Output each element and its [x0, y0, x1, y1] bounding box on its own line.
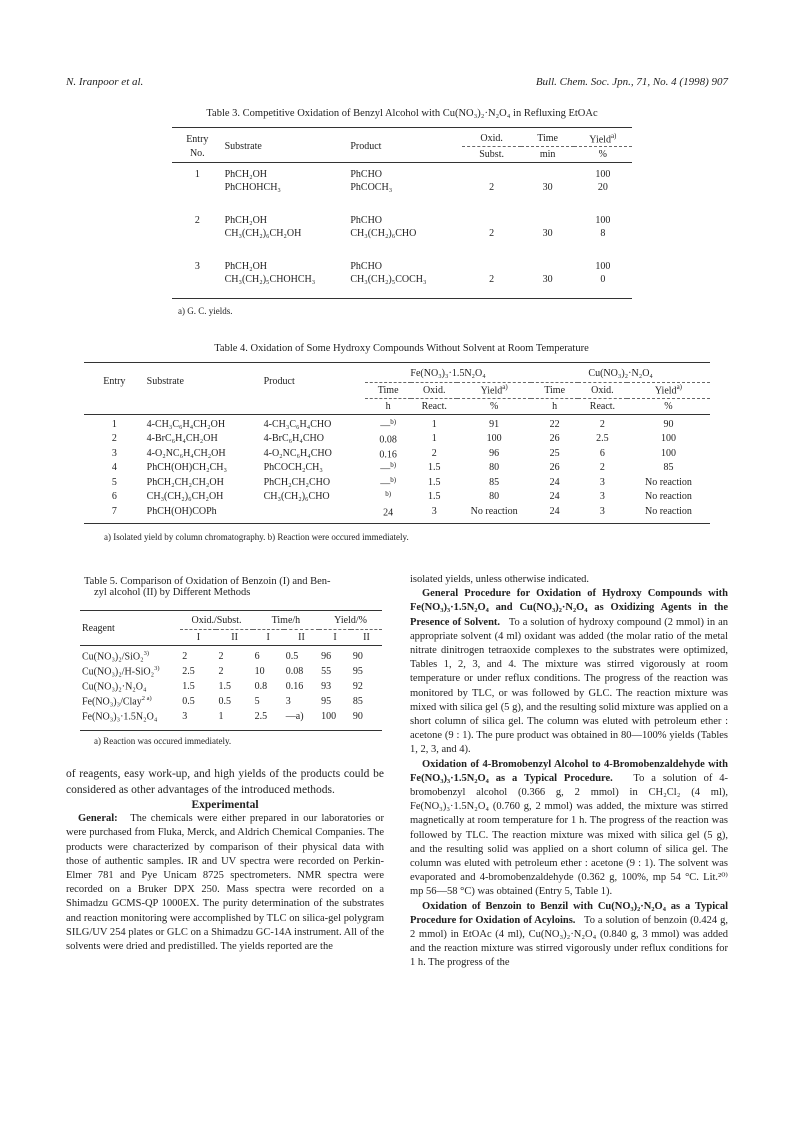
- table-row: [80, 694, 382, 709]
- t3-entry: 1: [194, 169, 200, 180]
- t5-time-I: 5: [254, 696, 260, 707]
- t4-oxid-fe: 1.5: [427, 491, 441, 503]
- left-column-text: [66, 767, 384, 954]
- t3-product-1: PhCHO: [350, 169, 383, 180]
- t5-reagent: Fe(NO₃)₃/Clay$^{2 a)}$: [82, 695, 152, 708]
- t3-oxid: 2: [489, 182, 495, 193]
- t4-h-time1: Time: [377, 384, 399, 396]
- table-row: [84, 446, 710, 461]
- t5-oxid-I: 2.5: [182, 666, 195, 677]
- t3-h-subst: Subst.: [462, 146, 522, 162]
- table3-caption: Table 3. Competitive Oxidation of Benzyl Alcohol with Cu(NO₃)₂·N₂O₄ in Refluxing EtOAc: [206, 108, 598, 119]
- t4-substrate: 4-BrC₆H₄CH₂OH: [146, 433, 218, 445]
- t4-time-cu: 22: [549, 418, 560, 430]
- table-row: [84, 490, 710, 505]
- t4-yield-fe: 100: [486, 433, 502, 445]
- t4-yield-fe: 85: [489, 476, 500, 488]
- t4-oxid-cu: 2.5: [596, 433, 609, 445]
- t4-time-cu: 26: [549, 462, 560, 474]
- t5-oxid-I: 1.5: [182, 681, 195, 692]
- table-row: [84, 417, 710, 432]
- t5-yield-II: 85: [352, 696, 363, 707]
- t3-oxid: 2: [489, 228, 495, 239]
- t3-entry: 3: [194, 261, 200, 272]
- t5-h-yield-I: I: [333, 631, 337, 643]
- t4-oxid-cu: 2: [599, 418, 605, 430]
- t5-yield-I: 93: [321, 681, 332, 692]
- t4-oxid-cu: 3: [599, 476, 605, 488]
- t3-time: 30: [542, 182, 553, 193]
- t4-oxid-cu: 3: [599, 491, 605, 503]
- t5-oxid-II: 2: [218, 666, 224, 677]
- t5-reagent: Fe(NO₃)₃·1.5N₂O₄: [82, 711, 158, 723]
- t4-entry: 3: [111, 447, 117, 459]
- table3-footnote: a) G. C. yields.: [178, 306, 233, 316]
- table-row: [84, 504, 710, 519]
- table4-top-rule: [84, 362, 710, 363]
- t4-h-unit-h1: h: [365, 398, 412, 414]
- table-row: [80, 649, 382, 664]
- t5-time-II: 0.16: [285, 681, 304, 692]
- t4-h-entry: Entry: [103, 376, 126, 387]
- t4-yield-fe: 80: [489, 491, 500, 503]
- t3-substrate-1: PhCH₂OH: [224, 169, 268, 180]
- t3-substrate-2: CH₃(CH₂)₆CH₂OH: [224, 228, 302, 239]
- t5-time-I: 2.5: [254, 711, 268, 722]
- t4-time-fe: 24: [383, 506, 394, 518]
- table-row: [172, 227, 632, 240]
- t4-yield-cu: No reaction: [644, 505, 692, 517]
- t4-oxid-fe: 2: [431, 447, 437, 459]
- t3-time: 30: [542, 274, 553, 285]
- t4-h-group-fe: Fe(NO₃)₃·1.5N₂O₄: [365, 365, 531, 382]
- t5-oxid-II: 0.5: [218, 696, 231, 707]
- t4-yield-cu: No reaction: [644, 476, 692, 488]
- t5-h-oxid: Oxid./Subst.: [180, 613, 252, 629]
- t3-entry: 2: [194, 215, 200, 226]
- table4-bottom-rule: [84, 523, 710, 524]
- t4-time-cu: 24: [549, 505, 560, 517]
- t4-entry: 5: [111, 476, 117, 488]
- table5-top-rule: [80, 610, 382, 611]
- t4-product: [262, 504, 365, 519]
- t5-yield-II: 90: [352, 711, 363, 722]
- t5-yield-II: 95: [352, 666, 363, 677]
- t4-oxid-fe: 3: [431, 505, 437, 517]
- t4-yield-cu: 90: [663, 418, 674, 430]
- t5-time-I: 0.8: [254, 681, 268, 692]
- t4-substrate: 4-CH₃C₆H₄CH₂OH: [146, 418, 226, 430]
- t5-time-I: 10: [254, 666, 265, 677]
- t5-oxid-I: 3: [182, 711, 188, 722]
- table-row: [84, 475, 710, 490]
- t5-yield-I: 96: [321, 651, 332, 662]
- t4-time-fe: —$^{b)}$: [380, 461, 397, 475]
- t3-h-substrate: Substrate: [224, 141, 262, 153]
- t4-h-time2: Time: [544, 384, 566, 396]
- t4-yield-cu: 85: [663, 462, 674, 474]
- t4-time-cu: 25: [549, 447, 560, 459]
- t5-yield-II: 92: [352, 681, 363, 692]
- t4-substrate: PhCH(OH)CH₂CH₃: [146, 462, 227, 474]
- t4-time-fe: b): [385, 490, 392, 499]
- t4-time-fe: —$^{b)}$: [380, 417, 397, 431]
- t4-substrate: PhCH(OH)COPh: [146, 505, 217, 517]
- t3-h-pct: %: [574, 146, 632, 162]
- t3-yield-1: 100: [595, 215, 611, 226]
- t3-h-yield: Yield$^{a)}$: [589, 132, 617, 146]
- t5-h-oxid-II: II: [231, 631, 238, 643]
- t3-yield-2: 20: [597, 182, 608, 193]
- t4-oxid-fe: 1: [431, 418, 437, 430]
- t4-h-unit-react2: React.: [578, 398, 627, 414]
- t5-time-II: 0.5: [285, 651, 299, 662]
- t4-h-product: Product: [263, 376, 295, 387]
- t4-oxid-cu: 2: [599, 462, 605, 474]
- t4-h-group-cu: Cu(NO₃)₂·N₂O₄: [531, 365, 710, 382]
- t4-time-fe: 0.16: [379, 448, 397, 460]
- t4-yield-cu: 100: [660, 433, 676, 445]
- t5-h-time-II: II: [298, 631, 305, 643]
- table5-footnote: a) Reaction was occured immediately.: [94, 736, 232, 746]
- right-para-bromobenzyl: Oxidation of 4-Bromobenzyl Alcohol to 4-Bromobenzaldehyde with Fe(NO₃)₃·1.5N₂O₄ as a Typical Procedure. To a solution of 4-bromobenzyl alcohol (0.366 g, 2 mmol) in CH₂Cl₂ (4 ml), Fe(NO₃)₃·1.5N₂O₄ (0.760 g, 2 mmol) was added, the mixture was stirred magnetically at room temperature for 1 h. The progress of the reaction was followed by TLC. The reaction mixture was mixed with silica gel (5 g), and the resulting solid was applied on a short column of silica gel. The column was eluted with petroleum ether : acetone (9 : 1). The solvent was evaporated and 4-bromobenzaldehyde (0.362 g, 100%, mp 54 °C. Lit.²⁰⁾ mp 56—58 °C) was obtained (Entry 5, Table 1).: [410, 758, 728, 898]
- right-para-general-procedure: General Procedure for Oxidation of Hydroxy Compounds with Fe(NO₃)₃·1.5N₂O₄ and Cu(NO₃)₂·N₂O₄ as Oxidizing Agents in the Presence of Solvent. To a solution of hydroxy compound (2 mmol) in an appropriate solvent (4 ml) oxidant was added (the molar ratio of the metal nitrate dinitrogen tetraoxide complexes to the substrates were optimized, Tables 1, 2, 3, and 4. The mixture was stirred vigorously at room temperature or under reflux conditions. The progress of the reaction was monitored by TLC, or was followed by GLC. The reaction mixture was mixed with silica gel (5 g), and the resulting solid mixture was applied on a short column of silica gel. The column was eluted with petroleum ether : acetone (9 : 1). The pure product was obtained in 80—100% yields (Tables 1, 2, 3, and 4).: [410, 588, 728, 756]
- t3-h-oxid: Oxid.: [480, 133, 503, 145]
- t4-yield-fe: 91: [489, 418, 500, 430]
- t3-h-product: Product: [350, 141, 382, 153]
- t5-reagent: Cu(NO₃)₂/SiO₂$^{3)}$: [82, 650, 149, 663]
- table-row: [80, 664, 382, 679]
- table5-bottom-rule: [80, 730, 382, 731]
- t5-h-oxid-I: I: [196, 631, 201, 643]
- t5-yield-I: 55: [321, 666, 332, 677]
- t4-h-yield2: Yield$^{a)}$: [654, 383, 683, 397]
- t3-yield-2: 0: [600, 274, 606, 285]
- t3-product-2: PhCOCH₃: [350, 182, 393, 193]
- section-title-experimental: Experimental: [191, 799, 259, 811]
- t3-oxid: 2: [489, 274, 495, 285]
- t4-substrate: 4-O₂NC₆H₄CH₂OH: [146, 447, 226, 459]
- t4-time-fe: 0.08: [379, 434, 397, 446]
- right-column-text: [410, 573, 728, 971]
- running-header-authors: N. Iranpoor et al.: [66, 76, 144, 88]
- t4-h-unit-react1: React.: [411, 398, 456, 414]
- table-row: [172, 260, 632, 273]
- t4-product: CH₃(CH₂)₆CHO: [263, 491, 330, 503]
- left-para-conclusion: of reagents, easy work-up, and high yields of the products could be considered as other advantages of the introduced methods.: [66, 768, 384, 796]
- t4-h-substrate: Substrate: [146, 376, 184, 387]
- t3-time: 30: [542, 228, 553, 239]
- t4-oxid-fe: 1.5: [427, 476, 441, 488]
- table-row: [172, 214, 632, 227]
- t3-product-1: PhCHO: [350, 215, 383, 226]
- t4-yield-cu: 100: [660, 447, 676, 459]
- table3: [172, 132, 632, 286]
- t5-reagent: Cu(NO₃)₂·N₂O₄: [82, 681, 147, 693]
- table-row: [84, 461, 710, 476]
- t5-yield-I: 100: [321, 711, 337, 722]
- table4: [84, 365, 710, 519]
- t4-h-unit-pct2: %: [627, 398, 710, 414]
- t4-time-cu: 24: [549, 476, 560, 488]
- table5: [80, 613, 382, 724]
- table4-caption: Table 4. Oxidation of Some Hydroxy Compounds Without Solvent at Room Temperature: [214, 343, 589, 354]
- t5-oxid-II: 1: [218, 711, 224, 722]
- t4-yield-fe: 96: [489, 447, 500, 459]
- t4-product: PhCH₂CH₂CHO: [263, 476, 331, 488]
- t3-yield-2: 8: [600, 228, 606, 239]
- table3-top-rule: [172, 127, 632, 128]
- t4-product: 4-BrC₆H₄CHO: [263, 433, 324, 445]
- t4-entry: 2: [111, 433, 117, 445]
- t3-substrate-2: CH₃(CH₂)₅CHOHCH₃: [224, 274, 316, 285]
- t4-h-oxid2: Oxid.: [591, 384, 614, 396]
- t3-product-1: PhCHO: [350, 261, 383, 272]
- t5-time-II: 0.08: [285, 666, 304, 677]
- t5-h-yield-II: II: [363, 631, 370, 643]
- t3-substrate-1: PhCH₂OH: [224, 215, 268, 226]
- t3-product-2: CH₃(CH₂)₅COCH₃: [350, 274, 427, 285]
- t4-substrate: CH₃(CH₂)₆CH₂OH: [146, 491, 224, 503]
- t5-oxid-II: 2: [218, 651, 224, 662]
- t4-entry: 6: [111, 491, 117, 503]
- t5-oxid-II: 1.5: [218, 681, 231, 692]
- t4-yield-cu: No reaction: [644, 491, 692, 503]
- t4-oxid-cu: 3: [599, 505, 605, 517]
- table-row: [172, 181, 632, 194]
- t4-oxid-fe: 1.5: [427, 462, 441, 474]
- t3-yield-1: 100: [595, 169, 611, 180]
- table5-caption: Table 5. Comparison of Oxidation of Benzoin (I) and Ben- zyl alcohol (II) by Different Methods: [84, 576, 331, 598]
- t4-entry: 1: [111, 418, 117, 430]
- table-row: [172, 273, 632, 286]
- t4-product: 4-O₂NC₆H₄CHO: [263, 447, 332, 459]
- t4-time-cu: 24: [549, 491, 560, 503]
- t5-h-time: Time/h: [253, 613, 319, 629]
- t4-product: 4-CH₃C₆H₄CHO: [263, 418, 332, 430]
- t4-h-unit-pct1: %: [457, 398, 531, 414]
- t5-yield-II: 90: [352, 651, 363, 662]
- t3-h-entry: Entry: [186, 133, 209, 145]
- right-para-yields: isolated yields, unless otherwise indicated.: [410, 574, 590, 585]
- t4-product: PhCOCH₂CH₃: [263, 462, 323, 474]
- t3-substrate-1: PhCH₂OH: [224, 261, 268, 272]
- t3-h-time: Time: [537, 133, 558, 145]
- table-row: [172, 168, 632, 181]
- t4-entry: 7: [111, 505, 117, 517]
- t4-h-yield1: Yield$^{a)}$: [480, 383, 508, 397]
- t5-reagent: Cu(NO₃)₂/H-SiO₂$^{3)}$: [82, 665, 160, 678]
- t5-oxid-I: 0.5: [182, 696, 195, 707]
- t5-h-yield: Yield/%: [319, 613, 382, 629]
- t3-substrate-2: PhCHOHCH₃: [224, 182, 281, 193]
- table-row: [80, 709, 382, 724]
- t5-oxid-I: 2: [182, 651, 188, 662]
- t5-h-reagent: Reagent: [82, 623, 115, 635]
- t5-yield-I: 95: [321, 696, 332, 707]
- left-para-general: General: The chemicals were either prepared in our laboratories or were purchased from Fluka, Merck, and Aldrich Chemical Companies. The products were characterized by comparison of their physical data with those of authentic samples. IR and UV spectra were recorded on Perkin-Elmer 781 and Pye Unicam 8725 spectrometers. NMR spectra were recorded on a Bruker DPX 250. Mass spectra were recorded on a Shimadzu GCMS-QP 1000EX. The purity determination of the substrates and reaction monitoring were accomplished by TLC on silica-gel polygram SILG/UV 254 plates or GLC on a Shimadzu GC-14A instrument. All of the solvents were dried and predistilled. The yields reported are the: [66, 813, 384, 953]
- table4-footnote: a) Isolated yield by column chromatography. b) Reaction were occured immediately.: [104, 532, 409, 542]
- t3-product-2: CH₃(CH₂)₆CHO: [350, 228, 417, 239]
- table3-bottom-rule: [172, 298, 632, 299]
- t4-entry: 4: [111, 462, 117, 474]
- t5-time-I: 6: [254, 651, 260, 662]
- t3-h-min: min: [521, 146, 573, 162]
- right-para-benzoin: Oxidation of Benzoin to Benzil with Cu(NO₃)₂·N₂O₄ as a Typical Procedure for Oxidation of Acyloins. To a solution of benzoin (0.424 g, 2 mmol) in EtOAc (4 ml), Cu(NO₃)₂·N₂O₄ (0.840 g, 3 mmol) was added and the reaction mixture was stirred vigorously under reflux conditions for 1 h. The progress of the: [410, 900, 728, 969]
- t5-time-II: 3: [285, 696, 291, 707]
- t4-yield-fe: 80: [489, 462, 500, 474]
- t3-yield-1: 100: [595, 261, 611, 272]
- t4-h-unit-h2: h: [531, 398, 578, 414]
- table-row: [80, 679, 382, 694]
- t4-time-fe: —$^{b)}$: [380, 475, 397, 489]
- t4-oxid-fe: 1: [431, 433, 437, 445]
- table-row: [84, 432, 710, 447]
- t4-h-oxid1: Oxid.: [422, 384, 446, 396]
- running-header-journal: Bull. Chem. Soc. Jpn., 71, No. 4 (1998) 907: [535, 76, 728, 88]
- t4-yield-fe: No reaction: [470, 505, 518, 517]
- t4-oxid-cu: 6: [599, 447, 605, 459]
- t4-time-cu: 26: [549, 433, 560, 445]
- t5-time-II: —a): [285, 711, 304, 722]
- t5-h-time-I: I: [266, 631, 270, 643]
- t4-substrate: PhCH₂CH₂CH₂OH: [146, 476, 224, 488]
- t3-h-no: No.: [189, 148, 205, 160]
